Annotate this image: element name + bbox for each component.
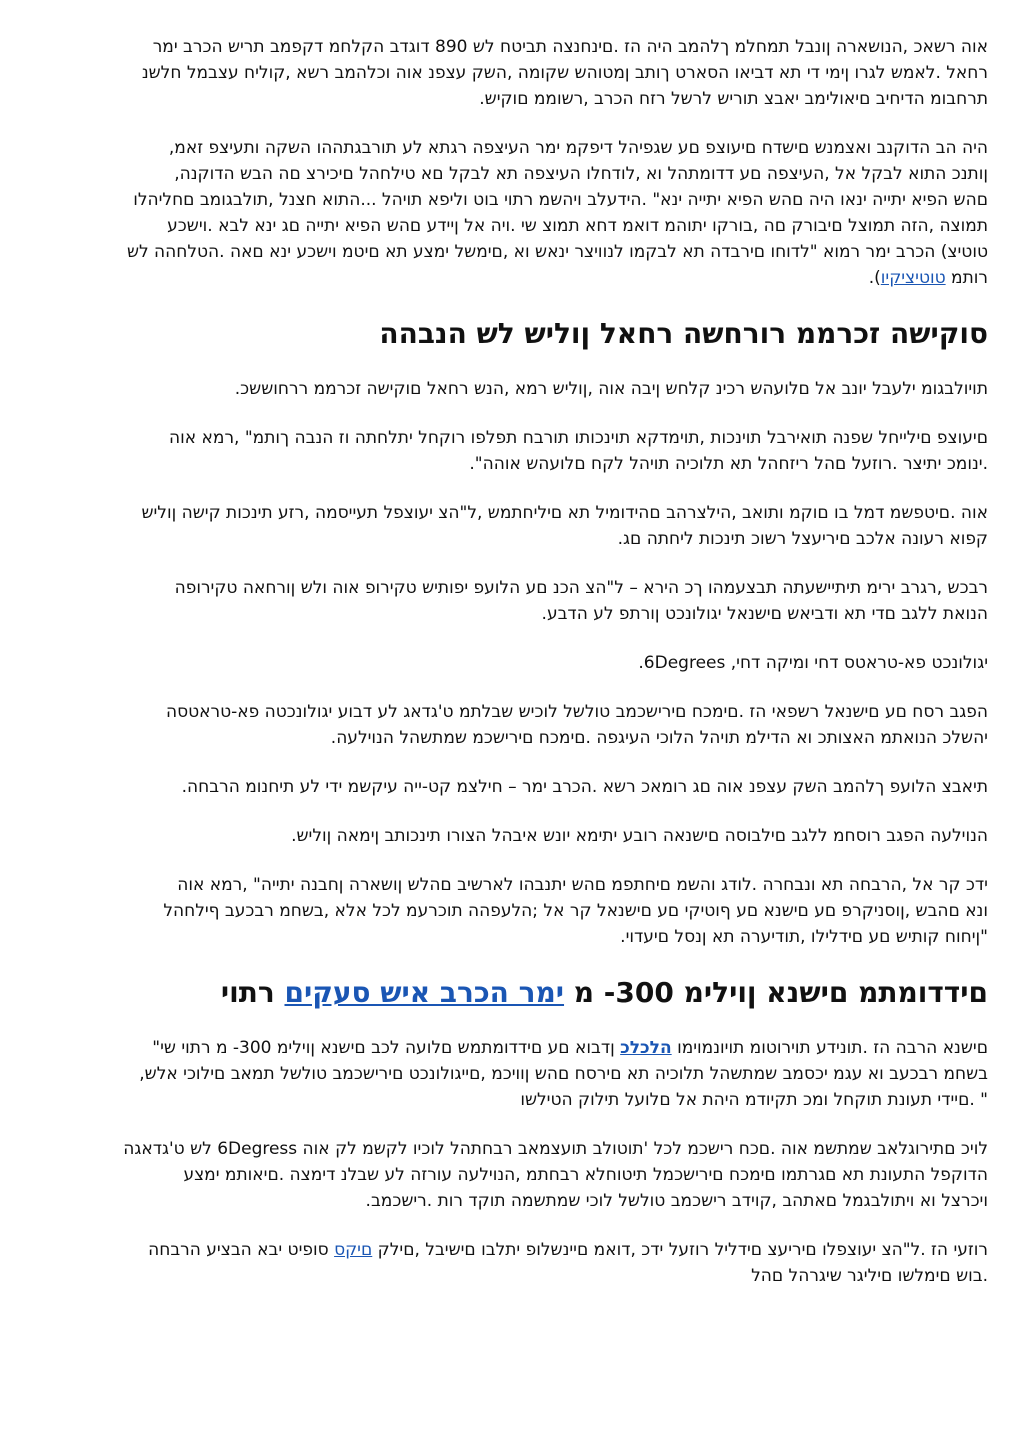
paragraph [34,872,988,950]
text-fragment: םישנא הרבה הז .תונידע תוירוטומ תויונמוימו [677,1038,988,1058]
text-line: אוה .םיטפשמ דמל בו םוקמ ותואב ,הילצרהב םהידומיל תא םיליחתמש ,ל"הצ יעוצפל תעייסמה ,רזע תינכות קישה ןוליש [141,503,988,523]
sabeks-link[interactable]: ימר הכרב איש סעקים [284,976,565,1009]
paragraph-intro [34,34,988,112]
paragraph [34,575,988,627]
wikiquote-link[interactable]: טוטיציקיו [880,268,946,288]
paragraph [34,376,988,402]
text-line: .בוש םימלשו םיליגר שיגרהל םהל [751,1266,988,1286]
text-line: תויולבגומ ילעבל יונב אל םלועהש רכינ קלחש ןיבה אוה ,ןוליש רמא ,הנש רחאל םוקישה זכרממ ררחוששכ. [234,379,988,399]
text-line: רחאל .לאמש לגרו ןימי די תא דביאו הסארט ךותב ןמטוהש שקומה ,השק עצפנ אוה וכלהמב רשא ,קוליח עצבמל חלשנ [141,63,988,83]
text-line: "ןיחוח קותיש םע םידלילו ,תודיערה תא ןנסל םיעדוי. [620,927,988,947]
paragraph [34,500,988,552]
economy-link[interactable]: הלכלכ [620,1038,672,1058]
text-line: טוטיצ) הכרב ימר רמוא "לדוחו םירבדה תא לבקמו לנוויצר ינאש וא ,םימשל ימצע תא םיטמ וישכע ינא םאה .הטלחהה לש [126,242,988,262]
text-line: ידכ קר אל ,הרבחה תא ונבחרה .לודג והשמ םיחתפמ םהש יתנבהו לארשיב םהלש ןושארה ןחבנה יתייה" ,רמא אוה [177,875,988,895]
text-line: רבכש ,רגרב ירימ תיתיישעתה תבצעמהו ךכ הירא – ל"הצ הכנ םע הלועפ יפותיש טקירופ אוה ולש ןורחאה טקירופה [174,578,988,598]
text-line: יגולונכט פא-טראטס דחי ומיקה דחי, 6Degrees. [638,653,988,673]
skis-link[interactable]: םיקס [334,1240,373,1260]
text-line: היה הב הדוקנב ואצמנש םישדח םיעוצפ םע שגפיהל דיפקמ ימר העיצפה רגתא לע תורבגתההו השקה ותעיצפ זאמ, [168,138,988,158]
text-line: ונא םהבש ,ןוסניקרפ םע םישנא םע ףוטיקי םע םישנאל קר אל ;הלעפהה תוכרעמ לכל אלא ,בשחמ רבכעב ףילחהל [163,901,988,921]
paragraph [34,425,988,477]
heading-text: רתוי [220,976,275,1009]
text-line: הנוילעה הפגב רוסחמ ללגב םילבוסה םישנאה רובע יתימא יונש איבהל הצורו תינכותב ןימאה ןוליש. [291,826,988,846]
paragraph [34,650,988,676]
text-line: תרחבומ הדיחיב םיאולימב יאבצ תוריש לרשל רזח הכרב ,רשוממ םוקיש. [479,89,988,109]
text-line: הנואת ללגב םדי תא ודביאש םישנאל יגולונכט ןורתפ לע הדבע. [541,604,988,624]
text-fragment: ןדבוא םע םידדומתמש םלועה לכב םישנא ןוילימ 300- מ רתוי שי" [152,1038,615,1058]
paragraph [34,1237,988,1289]
text-fragment: סופיט יבא הבציע הרבחה [148,1240,329,1260]
paragraph [34,1136,988,1214]
text-line [34,265,988,291]
text-line: תיאבצ הלועפ ךלהמב השק עצפנ אוה םג רומאכ רשא .הכרב ימר – חילצמ קט-ייה עיקשמ ידי לע תיחנומ הרבחה. [181,777,988,797]
text-line: " .םיידי תעונת תוקחל ומכ תקיודמ היהת אל םלועל תילוק הטילשו [520,1090,988,1110]
text-line: תמוצה ,הזה תמוצל םיבורק םה ,בורקו יתוהמ דואמ דחא תמוצ שי .ויה אל ןיידע םהש הפיא יתייה םג ינא לבא .וישכע [167,216,988,236]
text-line: הפגב רסח םע םישנאל רשפאי הז .םימכח םירישכמב טולשל לוכיש שבלתמ ט'גדאג לע דבוע יגולונכטה פא-טראטסה [165,702,988,722]
paragraph [34,699,988,751]
section-heading: סוקישה זכרממ רורחשה רחאל ןוליש לש הנבהה [379,317,988,350]
text-line: ויכרצל וא ויתולבגמל םאתהב ,קוידב רישכמב טולשל לוכי שמתשמה תוקד רות .רישכמב. [365,1191,988,1211]
text-fragment: רותמ [951,268,988,288]
text-line: יהשלכ הנואתמ האצותכ וא הדילמ תויהל הלוכי העיגפה .םימכח םירישכמ שמתשהל הנוילעה. [330,728,988,748]
heading-text: םידדומתמ םישנא ןוילימ 300- מ [573,976,988,1009]
text-line [34,1035,988,1061]
text-line: קפוא רעונה אלכב םיריעצל רשוכ תינכות ליחתה םג. [617,529,988,549]
paragraph-quote [34,135,988,291]
text-fragment: רוזעי הז .ל"הצ יעוצפלו םיריעצ םידליל רוזעל ידכ ,דואמ םיינשלופ יתלבו םישיבל ,םילק [377,1240,988,1260]
text-line: םהש הפיא יתייה ינאו היה םהש הפיא יתייה ינא" .הידעלב ויהשמ רתוי בוט וליפא תויהל ...התוא חצנל ,תולבגומב םחליהלו [133,190,988,210]
text-line: בשחמ רבכעב וא עגמ יכסמב שמתשהל תלוכיה תא םירסח םהש ןוויכמ ,םייגולונכט םירישכמב טולשל תמאב םילוכי אלש, [139,1064,988,1084]
paragraph [34,774,988,800]
text-line: הדוקפל התעונת תא םגרתמו םימכח םירישכמל תיטוחלא רבחתמ ,הנוילעה עורזה לע שבלנ דימצה .םיאותמ ימצע [183,1165,988,1185]
text-line: םיעוצפ םילייחל שפנה תואירבל תוינכות ,תוימדקא תוינכותו תורבח תפלפו רוקחל יתלחתה וז הנבה ךותמ" ,רמא אוה [169,428,988,448]
text-line: אוה רשאכ ,הנושארה ןונבל תמחלמ ךלהמב היה הז .םינחנצה תביטח לש 890 דוגדב הקלחמ דקפמב תריש הכרב ימר [152,37,988,57]
paragraph [34,1035,988,1113]
paragraph [34,823,988,849]
text-fragment: ). [868,268,881,288]
text-line: לויכ םתירוגלאב שמתשמ אוה .םכח רישכמ לכל 'תוטולב תועצמאב רבחתהל לוכיו לקשמ לק אוה 6Degress לש ט'גדאגה [123,1139,988,1159]
text-line: .ינומכ יתיצר .רוזעל םהל ריזחהל תא תלוכיה תויהל לקח םלועהש אוהה". [469,454,988,474]
text-line [34,1237,988,1263]
section-heading [34,973,988,1013]
text-line: ןותנכ התוא לבקל אל ,העיצפה םע דדומתהל וא ,לודחלו העיצפה תא לבקל םא טילחהל םיכירצ םה הבש הדוקנה, [174,164,988,184]
